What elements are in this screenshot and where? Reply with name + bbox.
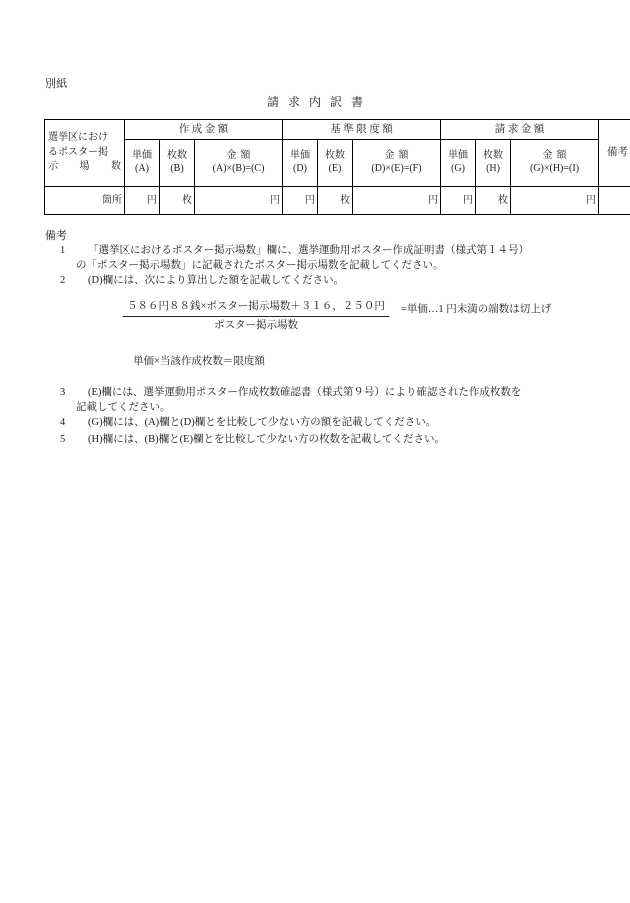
poster-header-line-1: 選挙区におけ [48, 132, 108, 144]
standard-unit-price-code: (D) [293, 162, 307, 174]
table-data-row [45, 187, 630, 215]
attachment-label: 別紙 [45, 78, 68, 90]
sub-header-claim-sheets [476, 139, 511, 186]
group-header-creation-amount: 作成金額 [125, 120, 283, 140]
creation-amount-formula: (A)×(B)=(C) [212, 162, 265, 174]
sub-header-claim-amount [511, 139, 599, 186]
creation-unit-price-label: 単価 [132, 150, 152, 162]
sub-header-standard-unit-price [283, 139, 318, 186]
cell-standard-unit-price[interactable]: 円 [283, 187, 318, 215]
formula-result-note: =単価…1 円未満の端数は切上げ [400, 303, 552, 315]
note-3-line-2: 記載してください。 [76, 402, 171, 413]
cell-creation-unit-price[interactable]: 円 [125, 187, 160, 215]
claim-unit-price-label: 単価 [448, 150, 469, 162]
notes-heading: 備考 [45, 230, 67, 242]
note-3-line-1: (E)欄には、選挙運動用ポスター作成枚数確認書（様式第９号）により確認された作成枚数を [88, 387, 522, 398]
standard-amount-label: 金額 [384, 150, 413, 162]
note-item-5 [60, 432, 445, 447]
cell-standard-sheets[interactable]: 枚 [318, 187, 353, 215]
poster-header-line-3 [48, 160, 121, 175]
claim-sheets-label: 枚数 [483, 150, 504, 162]
formula-fraction [123, 299, 389, 334]
creation-unit-price-code: (A) [135, 162, 149, 174]
poster-header-line-3-c: 数 [111, 161, 121, 173]
poster-places-header-cell [45, 120, 125, 187]
group-header-claim-amount: 請求金額 [441, 120, 599, 140]
standard-sheets-code: (E) [328, 162, 342, 174]
claim-unit-price-code: (G) [451, 162, 465, 174]
poster-header-line-3-a: 示 [48, 161, 58, 173]
note-4-line-1: (G)欄には、(A)欄と(D)欄とを比較して少ない方の額を記載してください。 [88, 417, 437, 428]
sub-header-standard-sheets [318, 139, 353, 186]
note-5-line-1: (H)欄には、(B)欄と(E)欄とを比較して少ない方の枚数を記載してください。 [88, 434, 445, 445]
cell-claim-sheets[interactable]: 枚 [476, 187, 511, 215]
cell-standard-amount[interactable]: 円 [353, 187, 441, 215]
cell-claim-unit-price[interactable]: 円 [441, 187, 476, 215]
note-2-number: 2 [60, 275, 66, 286]
invoice-breakdown-table-wrapper [44, 119, 629, 215]
cell-remarks[interactable] [599, 187, 630, 215]
cell-claim-amount[interactable]: 円 [511, 187, 599, 215]
cell-poster-places[interactable]: 箇所 [45, 187, 125, 215]
invoice-breakdown-table [44, 119, 630, 215]
creation-sheets-label: 枚数 [167, 150, 187, 162]
group-header-standard-limit: 基準限度額 [283, 120, 441, 140]
note-1-line-2: の「ポスター掲示場数」に記載されたポスター掲示場数を記載してください。 [76, 260, 444, 271]
creation-amount-label: 金額 [226, 150, 255, 162]
note-item-3 [60, 385, 521, 415]
note-1-line-1: 「選挙区におけるポスター掲示場数」欄に、選挙運動用ポスター作成証明書（様式第１４号） [88, 245, 529, 256]
limit-formula-block [123, 299, 551, 334]
table-group-header-row [45, 120, 630, 140]
claim-sheets-code: (H) [486, 162, 500, 174]
note-2-line-1: (D)欄には、次により算出した額を記載してください。 [88, 275, 345, 286]
creation-sheets-code: (B) [170, 162, 184, 174]
note-4-number: 4 [60, 417, 66, 428]
sub-header-creation-amount [195, 139, 283, 186]
note-item-4 [60, 415, 436, 430]
sub-header-creation-sheets [160, 139, 195, 186]
standard-amount-formula: (D)×(E)=(F) [371, 162, 422, 174]
formula-second-line: 単価×当該作成枚数＝限度額 [133, 356, 265, 367]
cell-creation-amount[interactable]: 円 [195, 187, 283, 215]
standard-unit-price-label: 単価 [290, 150, 310, 162]
remarks-header-cell: 備考 [599, 120, 630, 187]
poster-header-line-2: るポスター掲 [48, 146, 108, 158]
sub-header-standard-amount [353, 139, 441, 186]
formula-denominator: ポスター掲示場数 [213, 320, 298, 331]
cell-creation-sheets[interactable]: 枚 [160, 187, 195, 215]
formula-numerator: ５８６円８８銭×ポスター掲示場数＋３１６，２５０円 [123, 299, 389, 317]
sub-header-claim-unit-price [441, 139, 476, 186]
note-item-1 [60, 243, 529, 273]
standard-sheets-label: 枚数 [325, 150, 345, 162]
note-5-number: 5 [60, 434, 66, 445]
claim-amount-label: 金額 [542, 150, 571, 162]
document-title: 請求内訳書 [266, 95, 372, 109]
sub-header-creation-unit-price [125, 139, 160, 186]
note-item-2 [60, 273, 344, 288]
note-1-number: 1 [60, 245, 66, 256]
table-sub-header-row [45, 139, 630, 186]
note-3-number: 3 [60, 387, 66, 398]
poster-header-line-3-b: 場 [79, 161, 90, 173]
claim-amount-formula: (G)×(H)=(I) [529, 162, 580, 174]
